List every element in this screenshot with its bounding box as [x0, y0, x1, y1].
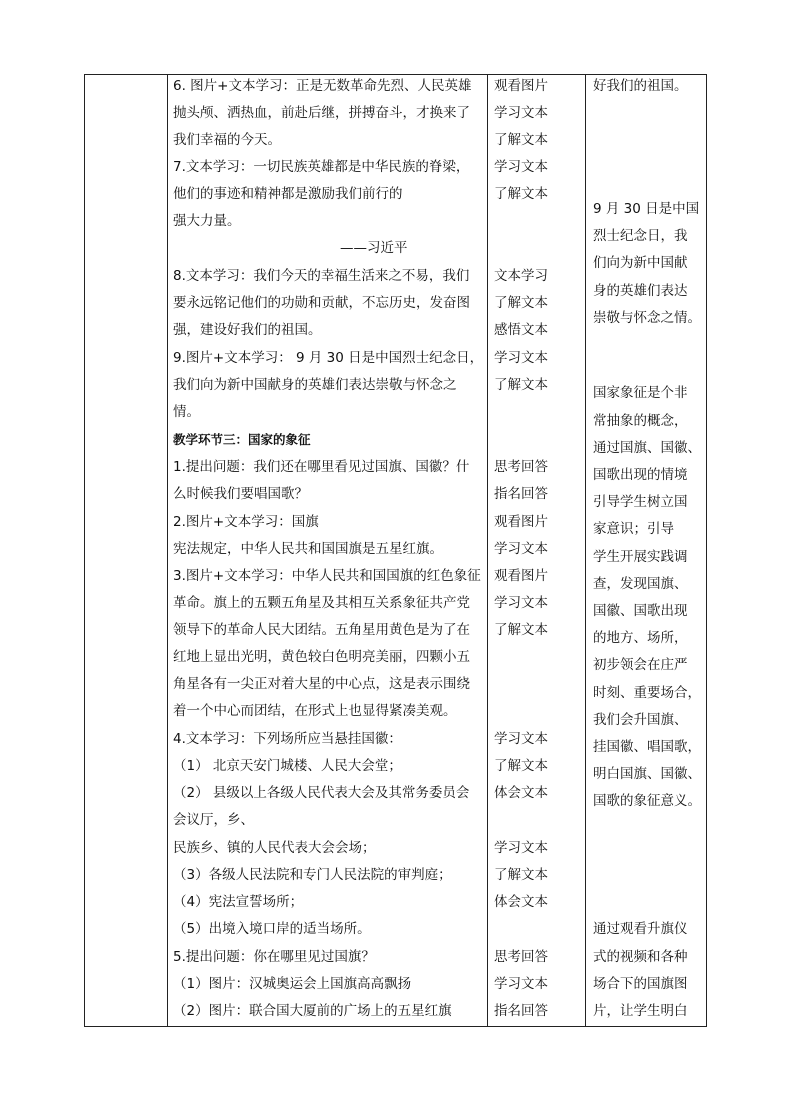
content-line: 强，建设好我们的祖国。 [173, 322, 322, 338]
content-line: （1） 北京天安门城楼、人民大会堂； [173, 758, 402, 774]
activity-line: 观看图片 [494, 514, 548, 530]
intent-line: 好我们的祖国。 [593, 78, 688, 94]
intent-line: 身的英雄们表达 [593, 283, 688, 299]
activity-line: 学习文本 [494, 595, 548, 611]
activity-line: 了解文本 [494, 132, 548, 148]
intent-line: 明白国旗、国徽、 [593, 766, 701, 782]
activity-line: 思考回答 [494, 459, 548, 475]
activity-line: 了解文本 [494, 758, 548, 774]
activity-line: 学习文本 [494, 731, 548, 747]
content-line: 5.提出问题：你在哪里见过国旗？ [173, 949, 375, 965]
column-divider [585, 74, 586, 1027]
activity-line: 学习文本 [494, 105, 548, 121]
content-line: 会议厅，乡、 [173, 812, 254, 828]
activity-line: 观看图片 [494, 568, 548, 584]
intent-line: 家意识；引导 [593, 521, 674, 537]
activity-line: 学习文本 [494, 350, 548, 366]
content-line: （1）图片：汉城奥运会上国旗高高飘扬 [173, 976, 412, 992]
intent-line: 初步领会在庄严 [593, 657, 688, 673]
activity-line: 思考回答 [494, 949, 548, 965]
content-line: （2）图片：联合国大厦前的广场上的五星红旗 [173, 1003, 452, 1019]
content-line: （5）出境入境口岸的适当场所。 [173, 921, 371, 937]
activity-line: 体会文本 [494, 894, 548, 910]
content-line: 我们向为新中国献身的英雄们表达崇敬与怀念之 [173, 377, 457, 393]
intent-line: 们向为新中国献 [593, 255, 688, 271]
intent-line: 挂国徽、唱国歌， [593, 739, 701, 755]
intent-line: 崇敬与怀念之情。 [593, 310, 701, 326]
intent-line: 片，让学生明白 [593, 1003, 688, 1019]
activity-line: 学习文本 [494, 541, 548, 557]
content-line: 着一个中心而团结，在形式上也显得紧凑美观。 [173, 703, 457, 719]
content-line: 2.图片+文本学习：国旗 [173, 514, 319, 530]
intent-line: 常抽象的概念， [593, 413, 688, 429]
section-heading: 教学环节三：国家的象征 [173, 432, 311, 447]
content-line: 8.文本学习：我们今天的幸福生活来之不易，我们 [173, 268, 470, 284]
activity-line: 指名回答 [494, 1003, 548, 1019]
content-line: 红地上显出光明，黄色较白色明亮美丽，四颗小五 [173, 649, 470, 665]
content-line: 情。 [173, 404, 200, 420]
content-line: 强大力量。 [173, 213, 241, 229]
content-line: 9.图片+文本学习： 9 月 30 日是中国烈士纪念日， [173, 350, 484, 366]
intent-line: 9 月 30 日是中国 [593, 201, 700, 217]
activity-line: 了解文本 [494, 867, 548, 883]
content-line: 1.提出问题：我们还在哪里看见过国旗、国徽？什 [173, 459, 470, 475]
intent-line: 通过观看升旗仪 [593, 921, 688, 937]
activity-line: 了解文本 [494, 377, 548, 393]
content-line: 宪法规定，中华人民共和国国旗是五星红旗。 [173, 541, 443, 557]
intent-line: 烈士纪念日，我 [593, 228, 688, 244]
intent-line: 场合下的国旗图 [593, 976, 688, 992]
content-line: （3）各级人民法院和专门人民法院的审判庭； [173, 867, 452, 883]
activity-line: 了解文本 [494, 295, 548, 311]
content-line: 6. 图片+文本学习：正是无数革命先烈、人民英雄 [173, 78, 472, 94]
activity-line: 学习文本 [494, 976, 548, 992]
content-line: 领导下的革命人民大团结。五角星用黄色是为了在 [173, 622, 470, 638]
content-line: 我们幸福的今天。 [173, 132, 281, 148]
intent-line: 学生开展实践调 [593, 549, 688, 565]
intent-line: 式的视频和各种 [593, 949, 688, 965]
quote-author: ——习近平 [340, 240, 408, 256]
content-line: （4）宪法宣誓场所； [173, 894, 304, 910]
content-line: 要永远铭记他们的功勋和贡献，不忘历史，发奋图 [173, 295, 470, 311]
content-line: 革命。旗上的五颗五角星及其相互关系象征共产党 [173, 595, 470, 611]
content-line: 3.图片+文本学习：中华人民共和国国旗的红色象征 [173, 568, 481, 584]
intent-line: 引导学生树立国 [593, 494, 688, 510]
intent-line: 查，发现国旗、 [593, 576, 688, 592]
activity-line: 了解文本 [494, 186, 548, 202]
content-line: 民族乡、镇的人民代表大会会场； [173, 840, 376, 856]
intent-line: 国歌出现的情境 [593, 467, 688, 483]
intent-line: 国家象征是个非 [593, 385, 688, 401]
activity-line: 学习文本 [494, 159, 548, 175]
content-line: 他们的事迹和精神都是激励我们前行的 [173, 186, 403, 202]
activity-line: 学习文本 [494, 840, 548, 856]
intent-line: 通过国旗、国徽、 [593, 440, 701, 456]
content-line: 抛头颅、洒热血，前赴后继，拼搏奋斗，才换来了 [173, 105, 470, 121]
activity-line: 体会文本 [494, 785, 548, 801]
content-line: 角星各有一尖正对着大星的中心点，这是表示围绕 [173, 676, 470, 692]
content-line: （2） 县级以上各级人民代表大会及其常务委员会 [173, 785, 470, 801]
intent-line: 国歌的象征意义。 [593, 793, 701, 809]
intent-line: 国徽、国歌出现 [593, 603, 688, 619]
activity-line: 观看图片 [494, 78, 548, 94]
column-divider [487, 74, 488, 1027]
content-line: 么时候我们要唱国歌？ [173, 486, 308, 502]
content-line: 4.文本学习：下列场所应当悬挂国徽： [173, 731, 402, 747]
content-line: 7.文本学习：一切民族英雄都是中华民族的脊梁， [173, 159, 470, 175]
activity-line: 感悟文本 [494, 322, 548, 338]
intent-line: 时刻、重要场合， [593, 685, 701, 701]
intent-line: 的地方、场所， [593, 630, 688, 646]
intent-line: 我们会升国旗、 [593, 712, 688, 728]
activity-line: 文本学习 [494, 268, 548, 284]
activity-line: 指名回答 [494, 486, 548, 502]
activity-line: 了解文本 [494, 622, 548, 638]
column-divider [167, 74, 168, 1027]
